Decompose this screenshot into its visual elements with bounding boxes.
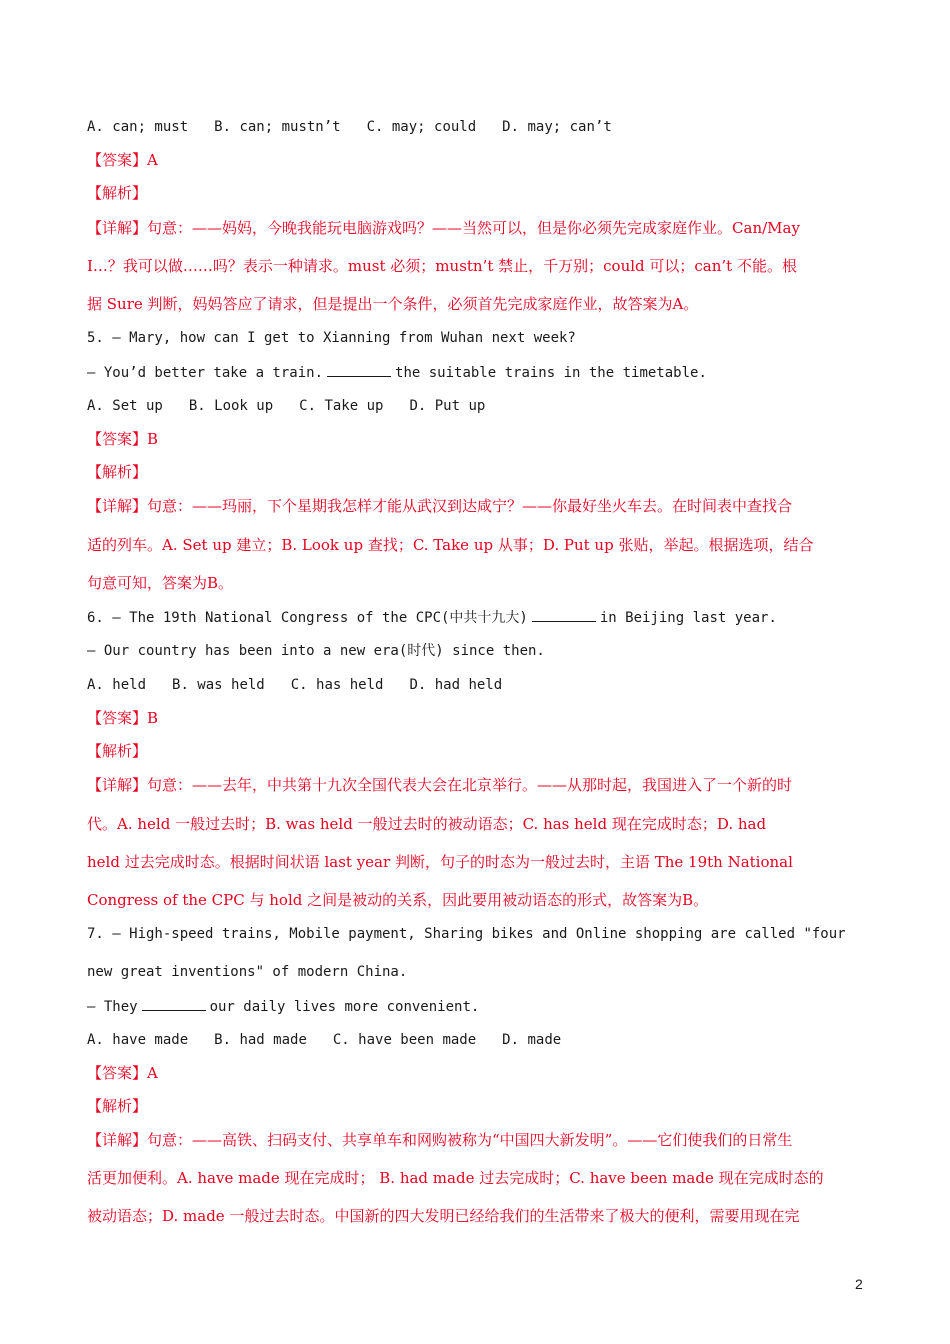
- answer-blank: [532, 607, 596, 622]
- q7-option-a: A. have made: [87, 1032, 189, 1048]
- q7-option-c: C. have been made: [332, 1032, 477, 1048]
- q4-answer: [87, 150, 877, 170]
- q6-detail-line-2: 代。A. held 一般过去时；B. was held 一般过去时的被动语态；C. has held 现在完成时态；D. had: [87, 815, 767, 833]
- q5-option-c: C. Take up: [299, 398, 384, 414]
- analysis-tag: 【解析】: [87, 742, 148, 760]
- q6-option-a: A. held: [87, 677, 147, 693]
- q7-option-d: D. made: [502, 1032, 562, 1048]
- q5-detail-line-3: 句意可知，答案为B。: [87, 574, 234, 592]
- q7-question-line-3: [87, 996, 877, 1017]
- q6-option-d: D. had held: [409, 677, 503, 693]
- q6-options: [87, 675, 877, 695]
- q7-question-line-2: new great inventions" of modern China.: [87, 964, 408, 980]
- q5-detail-line-2: 适的列车。A. Set up 建立；B. Look up 查找；C. Take up 从事；D. Put up 张贴，举起。根据选项，结合: [87, 536, 814, 554]
- detail-text: 句意：——妈妈，今晚我能玩电脑游戏吗？——当然可以，但是你必须先完成家庭作业。Can/May: [147, 219, 800, 237]
- q5-question-text-b: the suitable trains in the timetable.: [395, 365, 707, 381]
- analysis-tag: 【解析】: [87, 184, 148, 202]
- detail-text: 句意：——玛丽，下个星期我怎样才能从武汉到达咸宁？——你最好坐火车去。在时间表中查找合: [147, 497, 793, 515]
- q4-detail-line-2: I…？我可以做……吗？表示一种请求。must 必须；mustn’t 禁止，千万别；could 可以；can’t 不能。根: [87, 257, 797, 275]
- q6-detail-line-3: held 过去完成时态。根据时间状语 last year 判断，句子的时态为一般过去时，主语 The 19th National: [87, 853, 793, 871]
- answer-blank: [327, 362, 391, 377]
- answer-tag: 【答案】: [87, 151, 148, 169]
- q5-analysis: [87, 462, 877, 482]
- detail-text: 句意：——高铁、扫码支付、共享单车和网购被称为“中国四大新发明”。——它们使我们的日常生: [147, 1131, 793, 1149]
- q6-question-line-1: [87, 607, 877, 628]
- q4-option-c: C. may; could: [366, 119, 477, 135]
- q6-option-c: C. has held: [290, 677, 384, 693]
- answer-value: B: [147, 430, 159, 448]
- answer-tag: 【答案】: [87, 430, 148, 448]
- q4-option-b: B. can; mustn’t: [214, 119, 341, 135]
- q5-question-line-1: 5. — Mary, how can I get to Xianning from Wuhan next week?: [87, 330, 576, 346]
- q7-analysis: [87, 1096, 877, 1116]
- answer-value: A: [147, 151, 158, 169]
- q7-question-text-a: — They: [87, 999, 138, 1015]
- q4-analysis: [87, 183, 877, 203]
- detail-tag: 【详解】: [87, 219, 148, 237]
- analysis-tag: 【解析】: [87, 463, 148, 481]
- answer-tag: 【答案】: [87, 709, 148, 727]
- detail-tag: 【详解】: [87, 497, 148, 515]
- answer-tag: 【答案】: [87, 1064, 148, 1082]
- q7-detail-line-3: 被动语态；D. made 一般过去时态。中国新的四大发明已经给我们的生活带来了极大的便利，需要用现在完: [87, 1207, 800, 1225]
- q4-option-a: A. can; must: [87, 119, 189, 135]
- page-number: 2: [855, 1276, 863, 1292]
- q7-detail-line-1: [87, 1130, 877, 1150]
- q7-options: [87, 1030, 877, 1050]
- q6-answer: [87, 708, 877, 728]
- q6-question-text-b: in Beijing last year.: [599, 610, 777, 626]
- answer-blank: [142, 996, 206, 1011]
- detail-tag: 【详解】: [87, 776, 148, 794]
- analysis-tag: 【解析】: [87, 1097, 148, 1115]
- answer-value: B: [147, 709, 159, 727]
- q5-options: [87, 396, 877, 416]
- answer-value: A: [147, 1064, 158, 1082]
- q5-question-line-2: [87, 362, 877, 383]
- q4-detail-line-1: [87, 218, 877, 238]
- q5-question-text-a: — You’d better take a train.: [87, 365, 324, 381]
- q5-option-a: A. Set up: [87, 398, 163, 414]
- q7-answer: [87, 1063, 877, 1083]
- q6-question-line-2: — Our country has been into a new era(时代) since then.: [87, 643, 545, 659]
- q6-detail-line-1: [87, 775, 877, 795]
- q6-question-text-a: 6. — The 19th National Congress of the CPC(中共十九大): [87, 610, 528, 626]
- q7-detail-line-2: 活更加便利。A. have made 现在完成时； B. had made 过去完成时；C. have been made 现在完成时态的: [87, 1169, 824, 1187]
- q4-option-d: D. may; can’t: [502, 119, 612, 135]
- q7-option-b: B. had made: [214, 1032, 307, 1048]
- q5-detail-line-1: [87, 496, 877, 516]
- q5-option-d: D. Put up: [409, 398, 486, 414]
- q6-option-b: B. was held: [172, 677, 265, 693]
- q6-detail-line-4: Congress of the CPC 与 hold 之间是被动的关系，因此要用被动语态的形式，故答案为B。: [87, 891, 709, 909]
- detail-tag: 【详解】: [87, 1131, 148, 1149]
- q4-options: [87, 117, 877, 137]
- q7-question-line-1: 7. — High-speed trains, Mobile payment, Sharing bikes and Online shopping are called "four: [87, 926, 846, 942]
- q6-analysis: [87, 741, 877, 761]
- detail-text: 句意：——去年，中共第十九次全国代表大会在北京举行。——从那时起，我国进入了一个新的时: [147, 776, 793, 794]
- q7-question-text-b: our daily lives more convenient.: [209, 999, 480, 1015]
- q4-detail-line-3: 据 Sure 判断，妈妈答应了请求，但是提出一个条件，必须首先完成家庭作业，故答案为A。: [87, 295, 699, 313]
- q5-option-b: B. Look up: [188, 398, 274, 414]
- q5-answer: [87, 429, 877, 449]
